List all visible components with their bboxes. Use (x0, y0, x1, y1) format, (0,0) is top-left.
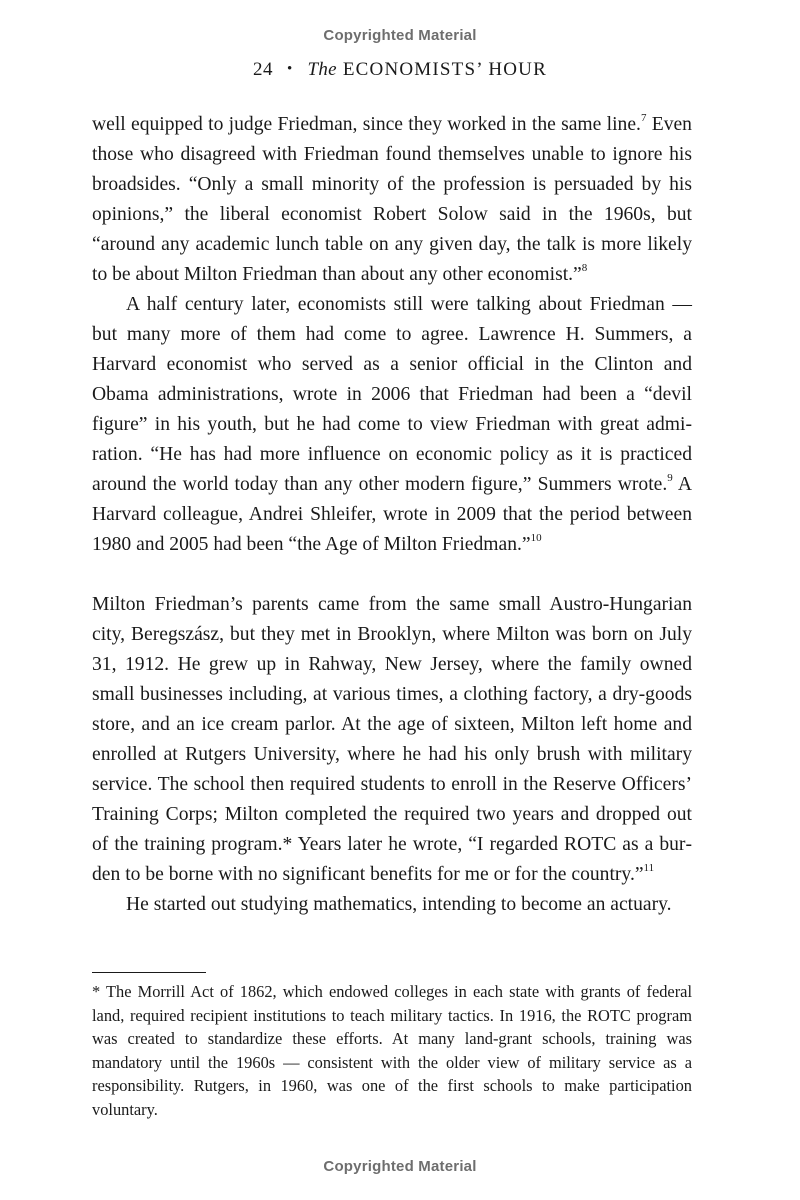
endnote-marker: 7 (640, 112, 647, 125)
copyright-watermark-bottom: Copyrighted Material (323, 1158, 477, 1175)
paragraph-text: A half century later, economists still were talking about Friedman — but many more of them had come to agree. Lawrence H. Summers, a Harvard economist who served as a senior official in the Clinton and Obama administrations, wrote in 2006 that Friedman had been a “devil figure” in his youth, but he had come to view Friedman with great admiration. “He has had more influence on economic policy as it is practiced around the world today than any other modern figure,” Summers wrote. (92, 294, 692, 495)
endnote-marker: 11 (643, 862, 655, 875)
paragraph (92, 290, 692, 560)
paragraph-text: He started out studying mathematics, intending to become an actuary. (126, 894, 672, 915)
paragraph-text: well equipped to judge Friedman, since they worked in the same line. (92, 114, 641, 135)
footnote-divider (92, 972, 206, 973)
book-title-article: The (307, 59, 337, 80)
page-number: 24 (253, 59, 274, 80)
header-bullet: • (287, 61, 294, 77)
endnote-marker: 9 (667, 472, 673, 485)
paragraph (92, 590, 692, 890)
endnote-marker: 8 (581, 262, 588, 275)
body-section-2 (92, 590, 692, 920)
paragraph-text: Even those who disagreed with Friedman found themselves unable to ignore his broadsides. “Only a small minority of the profession is persuaded by his opinions,” the liberal economist Robert Solow said in the 1960s, but “around any academic lunch table on any given day, the talk is more likely to be about Milton Friedman than about any other economist.” (92, 114, 692, 285)
paragraph-text: A Harvard colleague, Andrei Shleifer, wrote in 2009 that the period between 1980 and 2005 had been “the Age of Milton Friedman.” (92, 474, 692, 555)
running-head (0, 59, 800, 81)
body-section-1 (92, 110, 692, 560)
footnote: * The Morrill Act of 1862, which endowed colleges in each state with grants of federal land, required recipient institutions to teach military tactics. In 1916, the ROTC program was created to standardize these efforts. At many land-grant schools, training was mandatory until the 1960s — consistent with the older view of military service as a responsibility. Rutgers, in 1960, was one of the first schools to make participation voluntary. (92, 982, 692, 1119)
book-title: ECONOMISTS’ HOUR (342, 59, 547, 80)
paragraph-text: Milton Friedman’s parents came from the same small Austro-Hungarian city, Beregszász, but they met in Brooklyn, where Milton was born on July 31, 1912. He grew up in Rahway, New Jersey, where the family owned small businesses including, at various times, a clothing factory, a dry-goods store, and an ice cream parlor. At the age of sixteen, Milton left home and enrolled at Rutgers University, where he had his only brush with military service. The school then required students to enroll in the Reserve Officers’ Training Corps; Milton completed the required two years and dropped out of the training program.* Years later he wrote, “I regarded ROTC as a burden to be borne with no significant benefits for me or for the country.” (92, 594, 692, 885)
endnote-marker: 10 (530, 532, 542, 545)
paragraph (92, 890, 692, 920)
copyright-watermark-top: Copyrighted Material (323, 27, 477, 44)
paragraph (92, 110, 692, 290)
